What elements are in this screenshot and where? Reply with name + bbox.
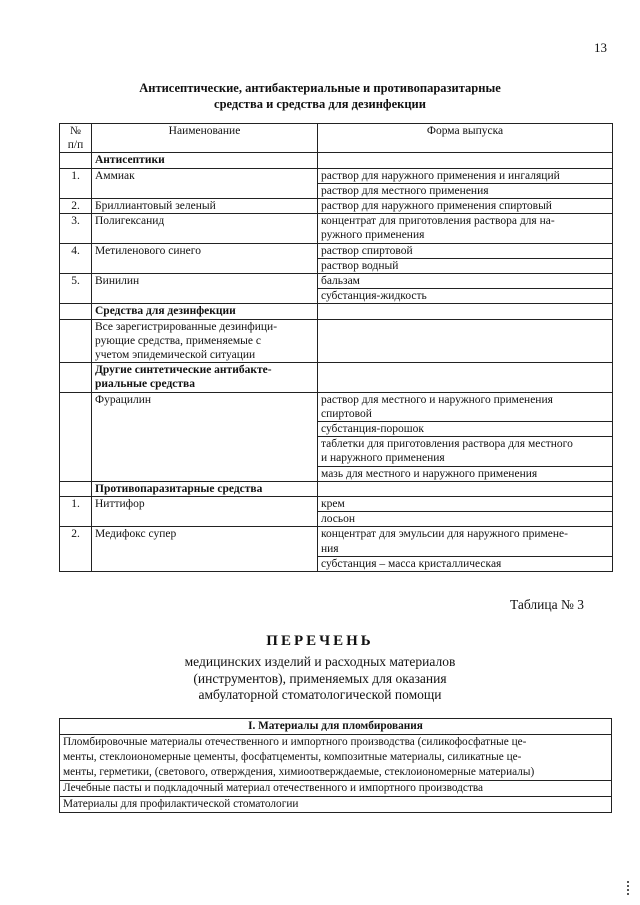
table-row: [60, 199, 613, 214]
list-subtitle-line: медицинских изделий и расходных материалов: [184, 654, 456, 669]
row-name: [92, 168, 318, 198]
form-item-line: субстанция-жидкость: [321, 290, 427, 303]
material-line: Материалы для профилактической стоматологии: [63, 798, 299, 810]
section-form-cell: [318, 304, 613, 319]
page-number: 13: [594, 40, 607, 55]
row-num: 4.: [60, 243, 92, 273]
form-item-line: раствор для местного применения: [321, 184, 489, 197]
header-form: Форма выпуска: [318, 124, 613, 153]
form-item-line: раствор для наружного применения и ингаляций: [321, 169, 560, 182]
material-line: менты, стеклоиономерные цементы, фосфатцементы, композитные материалы, силикатные це-: [63, 751, 522, 763]
row-name-line: Бриллиантовый зеленый: [95, 200, 216, 213]
table-row: [60, 392, 613, 481]
form-item-line: лосьон: [321, 513, 356, 526]
form-item-line: раствор для местного и наружного применения: [321, 393, 553, 406]
row-forms: [318, 497, 613, 527]
row-forms: [318, 319, 613, 363]
section-num-cell: [60, 304, 92, 319]
row-name-line: учетом эпидемической ситуации: [95, 349, 256, 362]
materials-table: [59, 718, 612, 813]
table-row: [60, 527, 613, 572]
table-label: Таблица № 3: [510, 597, 584, 612]
section-title: [92, 481, 318, 496]
material-cell: [60, 781, 612, 797]
row-num: 3.: [60, 214, 92, 243]
row-forms: [318, 527, 613, 572]
row-num: [60, 319, 92, 363]
row-name: [92, 497, 318, 527]
section-form-cell: [318, 153, 613, 168]
form-item-line: таблетки для приготовления раствора для местного: [321, 438, 573, 451]
section-title-line: Противопаразитарные средства: [95, 482, 263, 495]
section-row: [60, 363, 613, 392]
section-row: [60, 481, 613, 496]
row-forms: [318, 199, 613, 214]
form-item: [318, 169, 612, 184]
table-row: [60, 243, 613, 273]
form-item-line: спиртовой: [321, 407, 372, 420]
list-subtitle-line: амбулаторной стоматологической помощи: [198, 687, 442, 702]
section-row: [60, 719, 612, 735]
table-row: [60, 797, 612, 813]
form-item-line: концентрат для приготовления раствора для на-: [321, 215, 555, 228]
row-num: [60, 392, 92, 481]
form-item-line: субстанция-порошок: [321, 423, 424, 436]
row-name-line: рующие средства, применяемые с: [95, 334, 261, 347]
row-forms: [318, 392, 613, 481]
header-num: [60, 124, 92, 153]
row-name-line: Ниттифор: [95, 498, 145, 511]
table-row: [60, 319, 613, 363]
row-forms: [318, 214, 613, 243]
row-num: 2.: [60, 199, 92, 214]
section-title: [92, 363, 318, 392]
table-row: [60, 168, 613, 198]
row-forms: [318, 243, 613, 273]
material-cell: [60, 735, 612, 781]
material-line: Пломбировочные материалы отечественного и импортного производства (силикофосфатные це-: [63, 736, 527, 748]
antiseptics-table: [59, 123, 613, 572]
section-num-cell: [60, 481, 92, 496]
form-item: [318, 422, 612, 437]
section-row: [60, 304, 613, 319]
form-item-line: раствор спиртовой: [321, 244, 413, 257]
table1-title-line: средства и средства для дезинфекции: [214, 97, 426, 111]
form-item-line: раствор водный: [321, 259, 399, 272]
form-item: [318, 214, 612, 242]
form-item: [318, 320, 612, 362]
row-name-line: Аммиак: [95, 169, 135, 182]
section-title-line: риальные средства: [95, 378, 195, 391]
form-item: [318, 184, 612, 198]
form-item: [318, 274, 612, 289]
row-name: [92, 392, 318, 481]
table-row: [60, 497, 613, 527]
form-item: [318, 393, 612, 422]
row-name: [92, 214, 318, 243]
section-form-cell: [318, 363, 613, 392]
form-item: [318, 497, 612, 512]
row-name: [92, 274, 318, 304]
row-num: 1.: [60, 497, 92, 527]
row-forms: [318, 274, 613, 304]
row-name-line: Фурацилин: [95, 393, 152, 406]
form-item-line: мазь для местного и наружного применения: [321, 467, 538, 480]
material-line: Лечебные пасты и подкладочный материал отечественного и импортного производства: [63, 782, 484, 794]
form-item: [318, 527, 612, 556]
section-title-line: Средства для дезинфекции: [95, 305, 236, 318]
form-item: [318, 259, 612, 273]
row-num: 5.: [60, 274, 92, 304]
row-name-line: Полигексанид: [95, 215, 165, 228]
scan-mark: [626, 879, 630, 897]
form-item-line: субстанция – масса кристаллическая: [321, 557, 502, 570]
form-item-line: ния: [321, 542, 339, 555]
table-row: [60, 735, 612, 781]
row-name-line: Медифокс супер: [95, 528, 177, 541]
table-header-row: [60, 124, 613, 153]
list-subtitle-line: (инструментов), применяемых для оказания: [193, 670, 447, 686]
table-row: [60, 781, 612, 797]
section-title-line: Другие синтетические антибакте-: [95, 364, 272, 377]
table1-title: [60, 80, 580, 112]
form-item: [318, 467, 612, 481]
material-line: менты, герметики, (светового, отверждения, химиоотверждаемые, стеклоиономерные материалы): [63, 766, 535, 778]
header-name: Наименование: [92, 124, 318, 153]
row-name: [92, 527, 318, 572]
header-num-line: №: [70, 125, 81, 137]
section-num-cell: [60, 153, 92, 168]
section-form-cell: [318, 481, 613, 496]
form-item-line: раствор для наружного применения спиртовый: [321, 200, 552, 213]
row-forms: [318, 168, 613, 198]
header-num-line: п/п: [67, 139, 84, 152]
form-item: [318, 244, 612, 259]
table1-title-line: Антисептические, антибактериальные и противопаразитарные: [139, 81, 501, 95]
section-title: [92, 304, 318, 319]
section-title-line: Антисептики: [95, 154, 165, 167]
form-item: [318, 557, 612, 571]
row-num: 2.: [60, 527, 92, 572]
section-title: [92, 153, 318, 168]
list-subtitle: [130, 654, 510, 704]
list-heading: ПЕРЕЧЕНЬ: [266, 633, 374, 649]
row-name-line: Винилин: [95, 275, 140, 288]
table-row: [60, 214, 613, 243]
section-row: [60, 153, 613, 168]
form-item-line: бальзам: [321, 275, 360, 288]
row-name-line: Все зарегистрированные дезинфици-: [95, 320, 278, 333]
row-num: 1.: [60, 168, 92, 198]
row-name-line: Метиленового синего: [95, 244, 201, 257]
form-item: [318, 512, 612, 526]
form-item-line: концентрат для эмульсии для наружного примене-: [321, 528, 568, 541]
row-name: [92, 243, 318, 273]
form-item: [318, 437, 612, 466]
section-num-cell: [60, 363, 92, 392]
form-item-line: ружного применения: [321, 229, 425, 242]
form-item: [318, 289, 612, 303]
section-title: I. Материалы для пломбирования: [60, 719, 612, 735]
table-row: [60, 274, 613, 304]
row-name: [92, 319, 318, 363]
material-cell: [60, 797, 612, 813]
form-item-line: крем: [321, 498, 345, 511]
row-name: [92, 199, 318, 214]
form-item-line: и наружного применения: [321, 452, 445, 465]
form-item: [318, 199, 612, 213]
